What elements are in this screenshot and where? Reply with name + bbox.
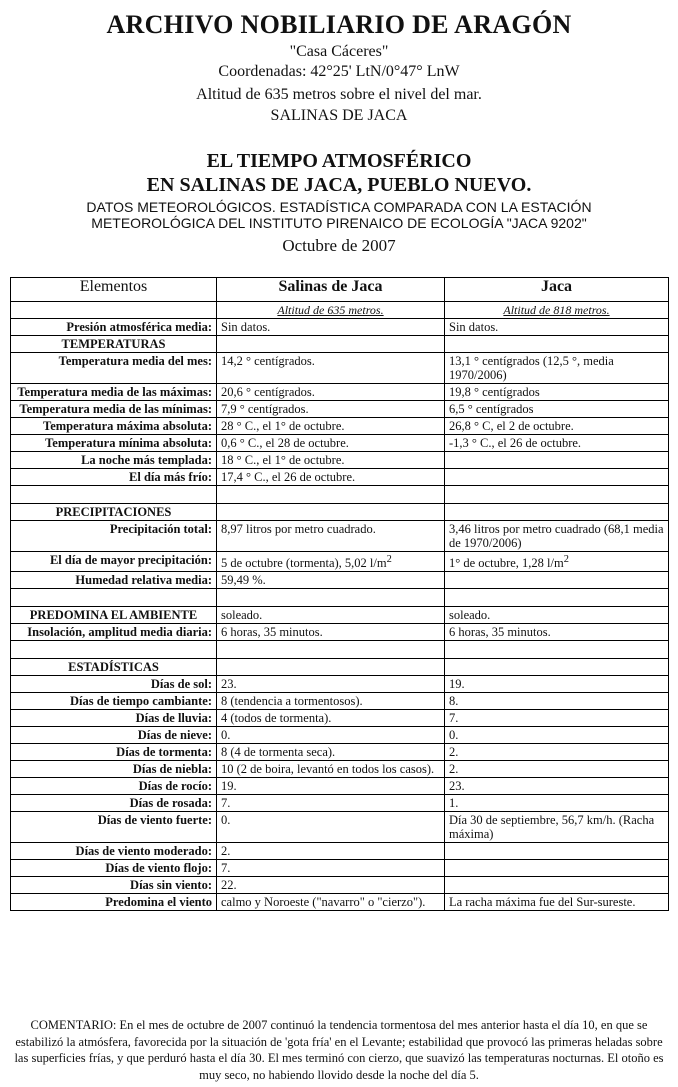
table-row	[11, 319, 669, 336]
cell-salinas: 10 (2 de boira, levantó en todos los casos).	[217, 761, 445, 778]
cell-jaca: La racha máxima fue del Sur-sureste.	[445, 894, 669, 911]
altitude-jaca: Altitud de 818 metros.	[445, 302, 669, 319]
section-estadisticas	[11, 659, 669, 676]
cell-salinas: 5 de octubre (tormenta), 5,02 $l/m^2$	[217, 552, 445, 572]
table-row	[11, 624, 669, 641]
table-row	[11, 521, 669, 552]
cell-salinas: 6 horas, 35 minutos.	[217, 624, 445, 641]
cell-jaca: 2.	[445, 744, 669, 761]
cell-jaca	[445, 469, 669, 486]
stats-rows	[11, 676, 669, 911]
row-label: Días de viento flojo:	[11, 860, 217, 877]
table-row	[11, 843, 669, 860]
header-jaca: Jaca	[445, 278, 669, 302]
row-label: Temperatura media del mes:	[11, 353, 217, 384]
cell-salinas: 7.	[217, 860, 445, 877]
cell-salinas: 28 ° C., el 1° de octubre.	[217, 418, 445, 435]
section-ambiente	[11, 607, 669, 624]
cell-jaca: 23.	[445, 778, 669, 795]
cell-salinas: 17,4 ° C., el 26 de octubre.	[217, 469, 445, 486]
table-row	[11, 676, 669, 693]
house-name: "Casa Cáceres"	[289, 43, 389, 60]
cell-jaca: -1,3 ° C., el 26 de octubre.	[445, 435, 669, 452]
cell-jaca: 1° de octubre, 1,28 $l/m^2$	[445, 552, 669, 572]
cell-jaca: 7.	[445, 710, 669, 727]
cell-jaca	[445, 572, 669, 589]
table-row	[11, 894, 669, 911]
row-label: Días de sol:	[11, 676, 217, 693]
table-row	[11, 469, 669, 486]
spacer-row	[11, 641, 669, 659]
cell-jaca	[445, 452, 669, 469]
section-temperaturas	[11, 336, 669, 353]
row-label: Días de tormenta:	[11, 744, 217, 761]
section-title: PREDOMINA EL AMBIENTE	[11, 607, 217, 624]
row-label: Temperatura máxima absoluta:	[11, 418, 217, 435]
cell-jaca: 3,46 litros por metro cuadrado (68,1 media de 1970/2006)	[445, 521, 669, 552]
cell-salinas: 18 ° C., el 1° de octubre.	[217, 452, 445, 469]
cell-jaca: 19.	[445, 676, 669, 693]
row-label: Presión atmosférica media:	[11, 319, 217, 336]
table-row	[11, 744, 669, 761]
cell-jaca: 6,5 ° centígrados	[445, 401, 669, 418]
cell-jaca: 19,8 ° centígrados	[445, 384, 669, 401]
cell-salinas: 0,6 ° C., el 28 de octubre.	[217, 435, 445, 452]
cell-salinas: Sin datos.	[217, 319, 445, 336]
table-row	[11, 435, 669, 452]
cell-jaca: soleado.	[445, 607, 669, 624]
spacer-row	[11, 486, 669, 504]
cell-salinas: 14,2 ° centígrados.	[217, 353, 445, 384]
subheading-line1: DATOS METEOROLÓGICOS. ESTADÍSTICA COMPARADA CON LA ESTACIÓN	[86, 199, 592, 215]
section-title: TEMPERATURAS	[11, 336, 217, 353]
row-label: El día de mayor precipitación:	[11, 552, 217, 572]
table-row	[11, 761, 669, 778]
altitude: Altitud de 635 metros sobre el nivel del mar.	[196, 86, 482, 103]
table-row	[11, 452, 669, 469]
comment-paragraph: COMENTARIO: En el mes de octubre de 2007 continuó la tendencia tormentosa del mes anterior hasta el día 10, en que se estabilizó la atmósfera, favorecida por la situación de 'gota fría' en el Levante; estabilidad que provocó las primeras heladas sobre las superficies frías, y que perduró hasta el día 30. El mes terminó con cierzo, que suavizó las temperaturas nocturnas. El otoño es muy seco, no habiendo llovido desde la noche del día 5.	[14, 1018, 664, 1082]
row-label: Días de viento moderado:	[11, 843, 217, 860]
cell-salinas: 59,49 %.	[217, 572, 445, 589]
row-label: Humedad relativa media:	[11, 572, 217, 589]
cell-salinas: 8,97 litros por metro cuadrado.	[217, 521, 445, 552]
cell-salinas: 7,9 ° centígrados.	[217, 401, 445, 418]
table-row	[11, 795, 669, 812]
table-row	[11, 710, 669, 727]
superscript-2: 2	[563, 554, 569, 565]
spacer-row	[11, 589, 669, 607]
cell-salinas: 8 (tendencia a tormentosos).	[217, 693, 445, 710]
cell-salinas: 0.	[217, 727, 445, 744]
weather-table	[10, 277, 669, 911]
row-label: Temperatura media de las mínimas:	[11, 401, 217, 418]
row-label: Días de tiempo cambiante:	[11, 693, 217, 710]
cell-jaca	[445, 860, 669, 877]
cell-salinas: 4 (todos de tormenta).	[217, 710, 445, 727]
place-name: SALINAS DE JACA	[270, 107, 408, 124]
section-precipitaciones	[11, 504, 669, 521]
header-salinas: Salinas de Jaca	[217, 278, 445, 302]
cell-salinas: 19.	[217, 778, 445, 795]
row-label: Temperatura mínima absoluta:	[11, 435, 217, 452]
table-row	[11, 552, 669, 572]
table-row	[11, 353, 669, 384]
altitude-salinas: Altitud de 635 metros.	[217, 302, 445, 319]
section-title: PRECIPITACIONES	[11, 504, 217, 521]
cell-jaca: 13,1 ° centígrados (12,5 °, media 1970/2006)	[445, 353, 669, 384]
cell-salinas: 20,6 ° centígrados.	[217, 384, 445, 401]
section-title: ESTADÍSTICAS	[11, 659, 217, 676]
table-row	[11, 572, 669, 589]
table-row	[11, 812, 669, 843]
subheading-line2: METEOROLÓGICA DEL INSTITUTO PIRENAICO DE ECOLOGÍA "JACA 9202"	[91, 215, 587, 231]
row-label: Días de viento fuerte:	[11, 812, 217, 843]
row-label: La noche más templada:	[11, 452, 217, 469]
row-label: Días de niebla:	[11, 761, 217, 778]
cell-jaca: 2.	[445, 761, 669, 778]
row-label: Días de nieve:	[11, 727, 217, 744]
row-label: Días de lluvia:	[11, 710, 217, 727]
table-header-row	[11, 278, 669, 302]
archive-title: ARCHIVO NOBILIARIO DE ARAGÓN	[106, 10, 572, 39]
row-label: Precipitación total:	[11, 521, 217, 552]
table-row	[11, 401, 669, 418]
coordinates: Coordenadas: 42°25' LtN/0°47° LnW	[218, 63, 460, 80]
cell-salinas: 8 (4 de tormenta seca).	[217, 744, 445, 761]
superscript-2: 2	[386, 554, 392, 565]
table-row	[11, 727, 669, 744]
table-row	[11, 384, 669, 401]
cell-jaca	[445, 877, 669, 894]
report-period: Octubre de 2007	[282, 236, 396, 255]
table-row	[11, 418, 669, 435]
cell-salinas: soleado.	[217, 607, 445, 624]
row-label: Insolación, amplitud media diaria:	[11, 624, 217, 641]
cell-salinas: calmo y Noroeste ("navarro" o "cierzo").	[217, 894, 445, 911]
cell-salinas: 23.	[217, 676, 445, 693]
cell-jaca: Sin datos.	[445, 319, 669, 336]
row-label: Días sin viento:	[11, 877, 217, 894]
cell-jaca: Día 30 de septiembre, 56,7 km/h. (Racha máxima)	[445, 812, 669, 843]
header-elements: Elementos	[11, 278, 217, 302]
row-label: Días de rocío:	[11, 778, 217, 795]
cell-salinas: 22.	[217, 877, 445, 894]
row-label: Días de rosada:	[11, 795, 217, 812]
row-label: Predomina el viento	[11, 894, 217, 911]
cell-salinas: 7.	[217, 795, 445, 812]
table-row	[11, 877, 669, 894]
altitude-row	[11, 302, 669, 319]
table-row	[11, 860, 669, 877]
cell-jaca: 6 horas, 35 minutos.	[445, 624, 669, 641]
main-heading-line1: EL TIEMPO ATMOSFÉRICO	[206, 150, 472, 172]
cell-jaca: 8.	[445, 693, 669, 710]
cell-jaca: 0.	[445, 727, 669, 744]
table-row	[11, 693, 669, 710]
cell-salinas: 2.	[217, 843, 445, 860]
table-row	[11, 778, 669, 795]
row-label: El día más frío:	[11, 469, 217, 486]
main-heading-line2: EN SALINAS DE JACA, PUEBLO NUEVO.	[146, 174, 532, 196]
row-label: Temperatura media de las máximas:	[11, 384, 217, 401]
cell-jaca: 1.	[445, 795, 669, 812]
cell-jaca	[445, 843, 669, 860]
cell-jaca: 26,8 ° C, el 2 de octubre.	[445, 418, 669, 435]
cell-salinas: 0.	[217, 812, 445, 843]
